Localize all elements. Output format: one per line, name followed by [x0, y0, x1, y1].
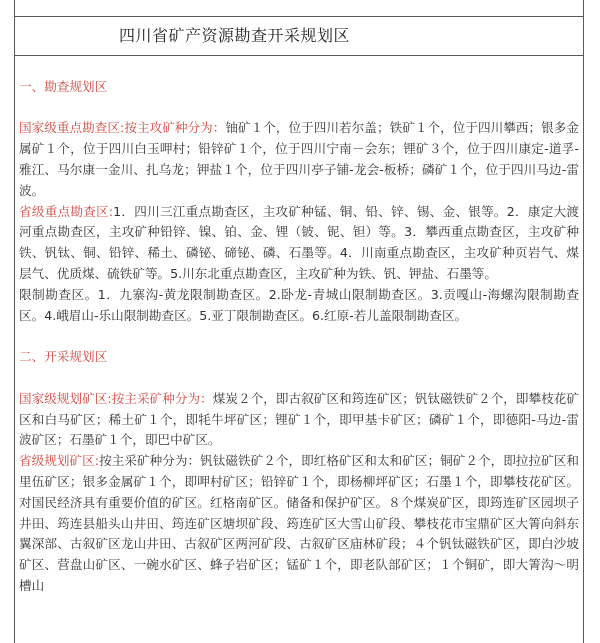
paragraph-label: 国家级重点勘查区:按主攻矿种分为： — [19, 120, 226, 136]
paragraph-restricted-exploration — [19, 285, 579, 327]
paragraph-provincial-exploration — [19, 202, 579, 285]
section-heading-exploration: 一、勘查规划区 — [19, 78, 108, 94]
document-body — [19, 56, 579, 597]
paragraph-text: 煤炭２个，即古叙矿区和筠连矿区；钒钛磁铁矿２个，即攀枝花矿区和白马矿区；稀土矿１个，即牦牛坪矿区；锂矿１个，即甲基卡矿区；磷矿１个，即德阳-马边-雷波矿区；石墨矿１个，即巴中矿区。 — [19, 390, 580, 448]
paragraph-text: 按主采矿种分为：钒钛磁铁矿２个，即红格矿区和太和矿区；铜矿２个，即拉拉矿区和里伍矿区；银多金属矿１个，即呷村矿区；铅锌矿１个，即杨柳坪矿区；石墨１个，即攀枝花矿区。对国民经济具有重要价值的矿区。红格南矿区。储备和保护矿区。８个煤炭矿区，即筠连矿区园坝子井田、筠连县船头山井田、筠连矿区塘坝矿段、筠连矿区大雪山矿段、攀枝花市宝鼎矿区大箐向斜东翼深部、古叙矿区龙山井田、古叙矿区两河矿段、古叙矿区庙林矿段；４个钒钛磁铁矿区，即白沙坡矿区、营盘山矿区、一碗水矿区、蜂子岩矿区；锰矿１个，即老队部矿区；１个铜矿，即大箐沟～明槽山 — [19, 453, 579, 593]
title-row — [15, 16, 583, 56]
paragraph-text: 铀矿１个，位于四川若尔盖；铁矿１个，位于四川攀西；银多金属矿１个，位于四川白玉呷村；铅锌矿１个，位于四川宁南－会东；锂矿３个，位于四川康定-道孚-雅江、马尔康一金川、扎乌龙；钾盐１个，位于四川亭子铺-龙会-板桥；磷矿１个，位于四川马边-雷波。 — [19, 120, 579, 198]
paragraph-provincial-mining — [19, 451, 579, 597]
spacer — [19, 368, 579, 389]
paragraph-text: 1．四川三江重点勘查区，主攻矿种锰、铜、铅、锌、锡、金、银等。2．康定大渡河重点勘查区，主攻矿种铅锌、镍、铂、金、锂（铍、铌、钽）等。3．攀西重点勘查区，主攻矿种铁、钒钛、铜、铅锌、稀土、磷铋、碲铋、磷、石墨等。4．川南重点勘查区，主攻矿种页岩气、煤层气、优质煤、硫铁矿等。5.川东北重点勘查区，主攻矿种为铁、钒、钾盐、石墨等。 — [19, 203, 579, 281]
paragraph-label: 省级规划矿区: — [19, 453, 100, 469]
spacer — [19, 98, 579, 119]
paragraph-national-mining — [19, 389, 579, 451]
paragraph-label: 国家级规划矿区:按主采矿种分为： — [19, 390, 213, 406]
paragraph-national-exploration — [19, 118, 579, 201]
spacer — [19, 326, 579, 347]
paragraph-text: 限制勘查区。1．九寨沟-黄龙限制勘查区。2.卧龙-青城山限制勘查区。3.贡嘎山-海螺沟限制勘查区。4.峨眉山-乐山限制勘查区。5.亚丁限制勘查区。6.红原-若儿盖限制勘查区。 — [19, 286, 579, 323]
page-title: 四川省矿产资源勘查开采规划区 — [119, 26, 351, 45]
spacer — [19, 56, 579, 77]
paragraph-label: 省级重点勘查区: — [19, 203, 114, 219]
document-frame — [14, 0, 584, 643]
section-heading-mining: 二、开采规划区 — [19, 349, 108, 365]
